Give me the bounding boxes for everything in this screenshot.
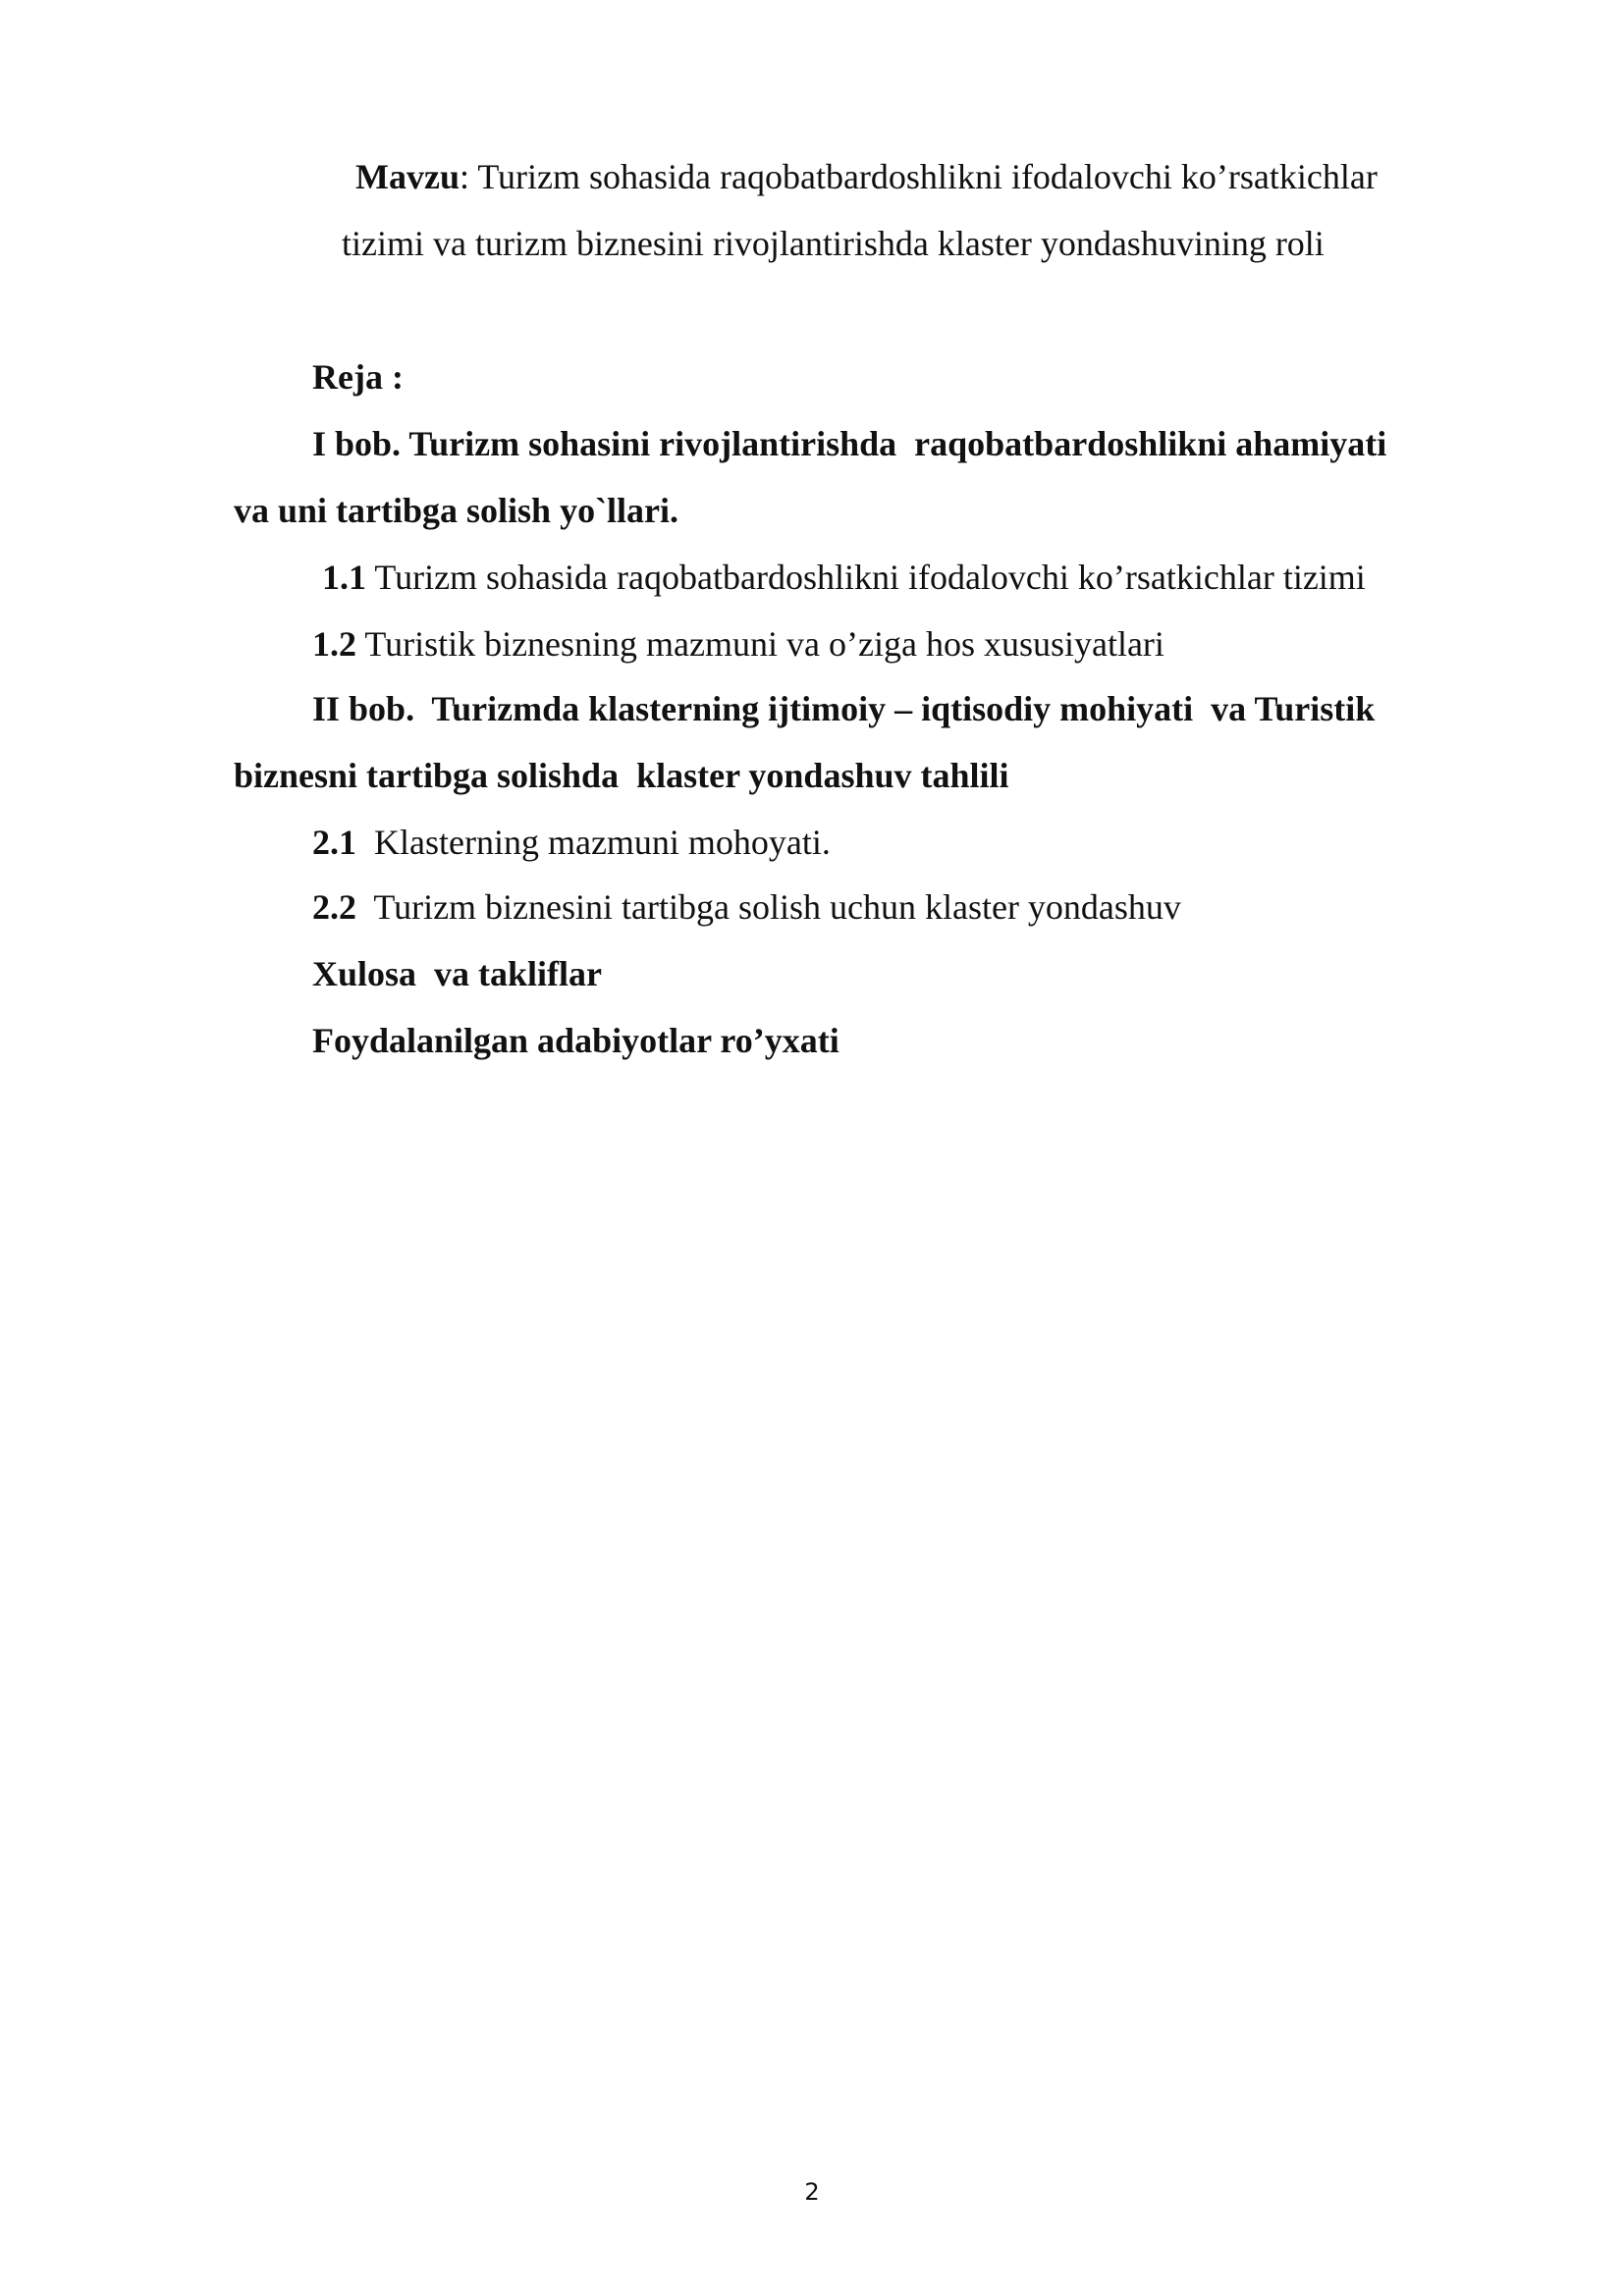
page-number: 2 — [804, 2178, 820, 2206]
section-number: 2.2 — [312, 887, 356, 927]
section-number: 1.1 — [322, 558, 366, 597]
section-title: Klasterning mazmuni mohoyati. — [356, 823, 831, 862]
section-1-1 — [322, 556, 1366, 599]
topic-label: Mavzu — [355, 157, 460, 196]
section-title: Turistik biznesning mazmuni va o’ziga hos xususiyatlari — [356, 624, 1164, 664]
section-1-2 — [312, 622, 1164, 666]
plan-heading: Reja : — [312, 357, 404, 397]
conclusion-heading: Xulosa va takliflar — [312, 954, 603, 993]
section-number: 1.2 — [312, 624, 356, 664]
topic-line-1 — [355, 155, 1378, 198]
topic-text-part-1: : Turizm sohasida raqobatbardoshlikni ifodalovchi ko’rsatkichlar — [459, 157, 1378, 196]
topic-line-2: tizimi va turizm biznesini rivojlantirishda klaster yondashuvining roli — [342, 224, 1325, 263]
section-title: Turizm sohasida raqobatbardoshlikni ifodalovchi ko’rsatkichlar tizimi — [366, 558, 1366, 597]
chapter-2-title-line-2: biznesni tartibga solishda klaster yondashuv tahlili — [234, 756, 1009, 795]
section-number: 2.1 — [312, 823, 356, 862]
chapter-2-title-line-1: II bob. Turizmda klasterning ijtimoiy – iqtisodiy mohiyati va Turistik — [312, 689, 1376, 728]
chapter-1-title-line-1: I bob. Turizm sohasini rivojlantirishda raqobatbardoshlikni ahamiyati — [312, 424, 1387, 463]
section-2-2 — [312, 885, 1181, 929]
references-heading: Foydalanilgan adabiyotlar ro’yxati — [312, 1021, 839, 1060]
section-title: Turizm biznesini tartibga solish uchun klaster yondashuv — [356, 887, 1181, 927]
section-2-1 — [312, 821, 831, 864]
chapter-1-title-line-2: va uni tartibga solish yo`llari. — [234, 491, 679, 530]
